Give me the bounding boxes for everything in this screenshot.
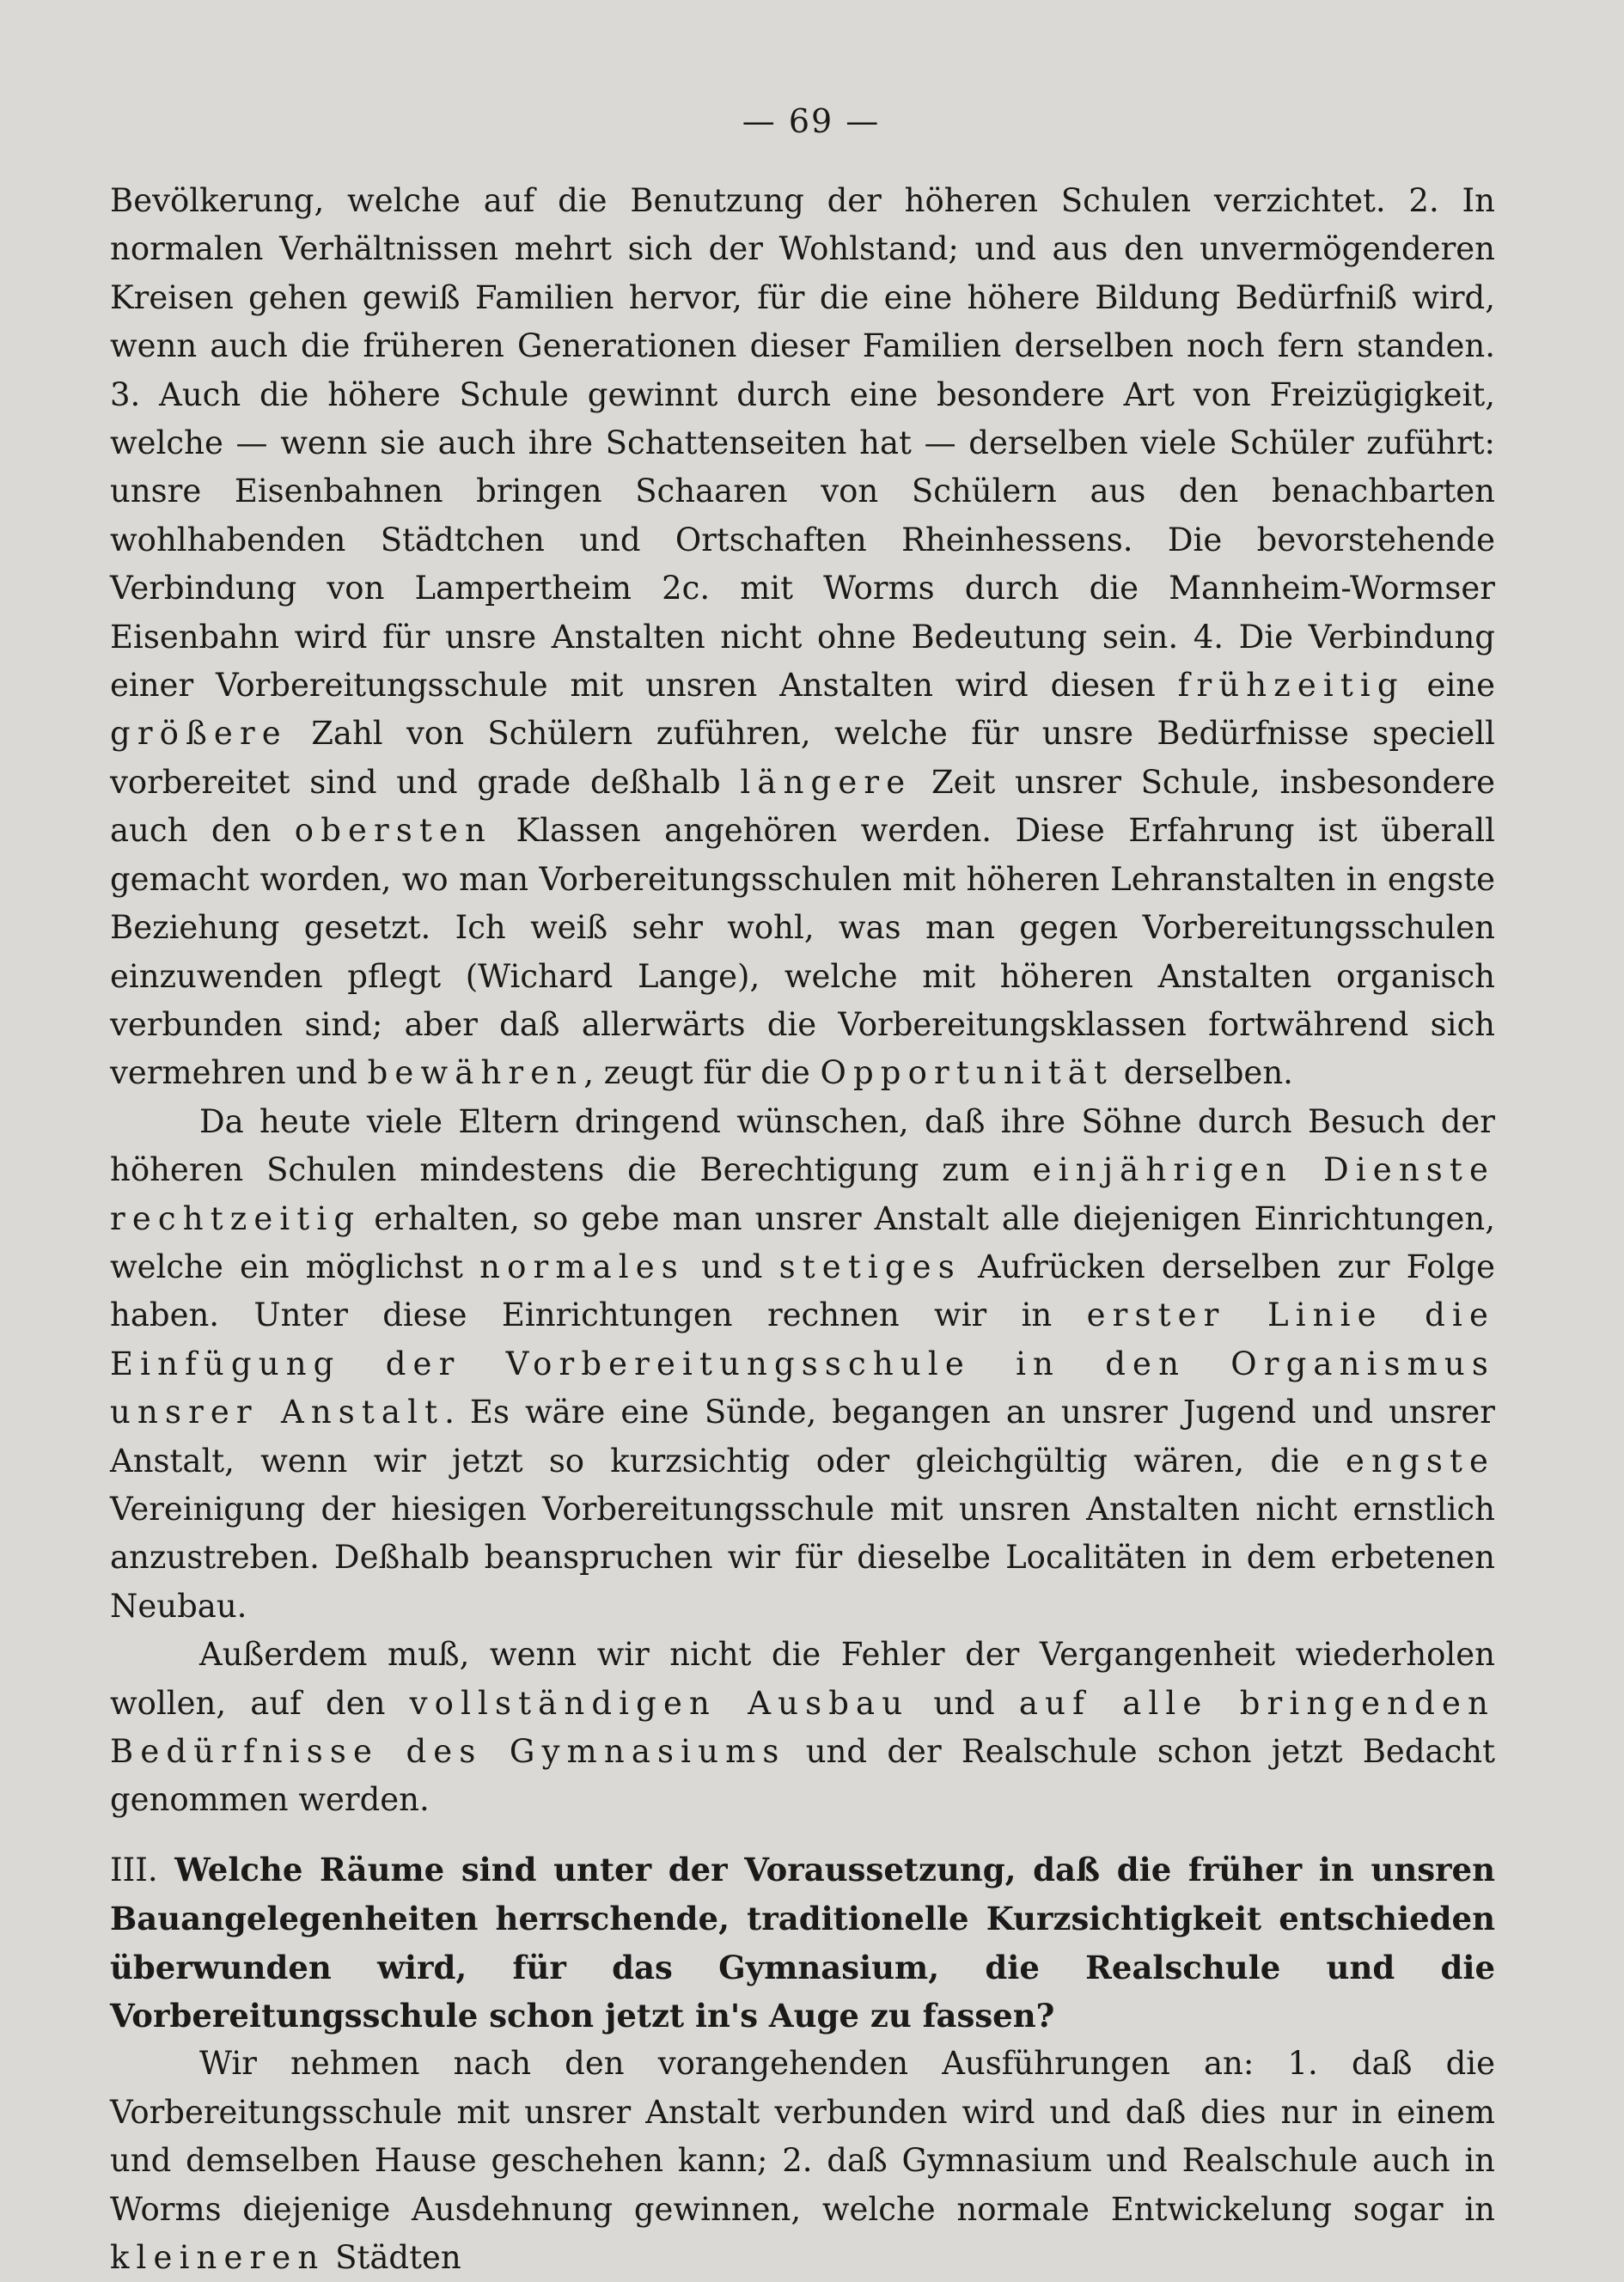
page-number: — 69 — bbox=[742, 102, 881, 140]
section-heading bbox=[110, 1846, 1495, 2041]
body-text: eine bbox=[1404, 667, 1496, 705]
body-text: . Es wäre eine Sünde, begangen an unsrer Jugend und unsrer Anstalt, wenn wir jetzt so kurzsichtig oder gleichgültig wären, die bbox=[110, 1394, 1495, 1480]
section-question: Welche Räume sind unter der Voraussetzung, daß die früher in unsren Bauangelegenheiten herrschende, traditionelle Kurzsichtigkeit entschieden überwunden wird, für das Gymnasium, die Realschule und die Vorbereitungsschule schon jetzt in's Auge zu fassen? bbox=[110, 1850, 1495, 2035]
body-text: und bbox=[909, 1684, 1019, 1722]
paragraph-1 bbox=[110, 177, 1495, 1098]
body-text: erhalten, so gebe man unsrer Anstalt alle diejenigen Einrichtungen, welche ein möglichst bbox=[110, 1199, 1495, 1285]
spaced-emphasis-text: stetiges bbox=[778, 1248, 962, 1285]
spaced-emphasis-text: obersten bbox=[294, 812, 493, 850]
spaced-emphasis-text: längere bbox=[740, 763, 913, 801]
body-text: und der Realschule schon jetzt Bedacht genommen werden. bbox=[110, 1733, 1495, 1819]
body-text: Wir nehmen nach den vorangehenden Ausführungen an: 1. daß die Vorbereitungsschule mit unsrer Anstalt verbunden wird und daß dies nur in einem und demselben Hause geschehen kann; 2. daß Gymnasium und Realschule auch in Worms diejenige Ausdehnung gewinnen, welche normale Entwickelung sogar in bbox=[110, 2045, 1495, 2228]
body-text: Bevölkerung, welche auf die Benutzung der höheren Schulen verzichtet. 2. In normalen Verhältnissen mehrt sich der Wohlstand; und aus den unvermögenderen Kreisen gehen gewiß Familien hervor, für die eine höhere Bildung Bedürfniß wird, wenn auch die früheren Generationen dieser Familien derselben noch fern standen. 3. Auch die höhere Schule gewinnt durch eine besondere Art von Freizügigkeit, welche — wenn sie auch ihre Schattenseiten hat — derselben viele Schüler zuführt: unsre Eisenbahnen bringen Schaaren von Schülern aus den benachbarten wohlhabenden Städtchen und Ortschaften Rheinhessens. Die bevorstehende Verbindung von Lampertheim 2c. mit Worms durch die Mannheim-Wormser Eisenbahn wird für unsre Anstalten nicht ohne Bedeutung sein. 4. Die Verbindung einer Vorbereitungsschule mit unsren Anstalten wird diesen bbox=[110, 182, 1495, 705]
body-text: Da heute viele Eltern dringend wünschen, daß ihre Söhne durch Besuch der höheren Schulen mindestens die Berechtigung zum bbox=[110, 1102, 1495, 1189]
body-text: und bbox=[684, 1248, 779, 1285]
spaced-emphasis-text: vollständigen Ausbau bbox=[409, 1684, 910, 1722]
paragraph-closing bbox=[110, 2040, 1495, 2282]
body-text: Zeit unsrer Schule, insbesondere auch den bbox=[110, 763, 1495, 850]
body-text: Zahl von Schülern zuführen, welche für unsre Bedürfnisse speciell vorbereitet sind und grade deßhalb bbox=[110, 715, 1495, 801]
spaced-emphasis-text: Opportunität bbox=[820, 1054, 1114, 1092]
spaced-emphasis-text: erster Linie die Einfügung der Vorbereitungsschule in den Organismus unsrer Anstalt bbox=[110, 1297, 1495, 1431]
spaced-emphasis-text: auf alle bringenden Bedürfnisse des Gymnasiums bbox=[110, 1684, 1495, 1770]
spaced-emphasis-text: frühzeitig bbox=[1177, 667, 1405, 705]
section-number: III. bbox=[110, 1851, 158, 1888]
body-text: Städten bbox=[325, 2239, 461, 2277]
spaced-emphasis-text: größere bbox=[110, 715, 288, 753]
paragraph-2 bbox=[110, 1098, 1495, 1631]
body-text: Vereinigung der hiesigen Vorbereitungsschule mit unsren Anstalten nicht ernstlich anzustreben. Deßhalb beanspruchen wir für dieselbe Localitäten in dem erbetenen Neubau. bbox=[110, 1490, 1495, 1625]
spaced-emphasis-text: einjährigen Dienste rechtzeitig bbox=[110, 1151, 1495, 1237]
body-text: Außerdem muß, wenn wir nicht die Fehler der Vergangenheit wiederholen wollen, auf den bbox=[110, 1636, 1495, 1722]
body-text: , zeugt für die bbox=[583, 1054, 821, 1092]
spaced-emphasis-text: engste bbox=[1345, 1442, 1495, 1480]
spaced-emphasis-text: normales bbox=[479, 1248, 685, 1285]
body-text: Aufrücken derselben zur Folge haben. Unter diese Einrichtungen rechnen wir in bbox=[110, 1248, 1495, 1334]
spaced-emphasis-text: kleineren bbox=[110, 2239, 326, 2277]
spaced-emphasis-text: bewähren bbox=[367, 1054, 584, 1092]
body-text: derselben. bbox=[1114, 1054, 1293, 1092]
paragraph-3 bbox=[110, 1631, 1495, 1825]
body-text: Klassen angehören werden. Diese Erfahrung ist überall gemacht worden, wo man Vorbereitungsschulen mit höheren Lehranstalten in engste Beziehung gesetzt. Ich weiß sehr wohl, was man gegen Vorbereitungsschulen einzuwenden pflegt (Wichard Lange), welche mit höheren Anstalten organisch verbunden sind; aber daß allerwärts die Vorbereitungsklassen fortwährend sich vermehren und bbox=[110, 812, 1496, 1092]
